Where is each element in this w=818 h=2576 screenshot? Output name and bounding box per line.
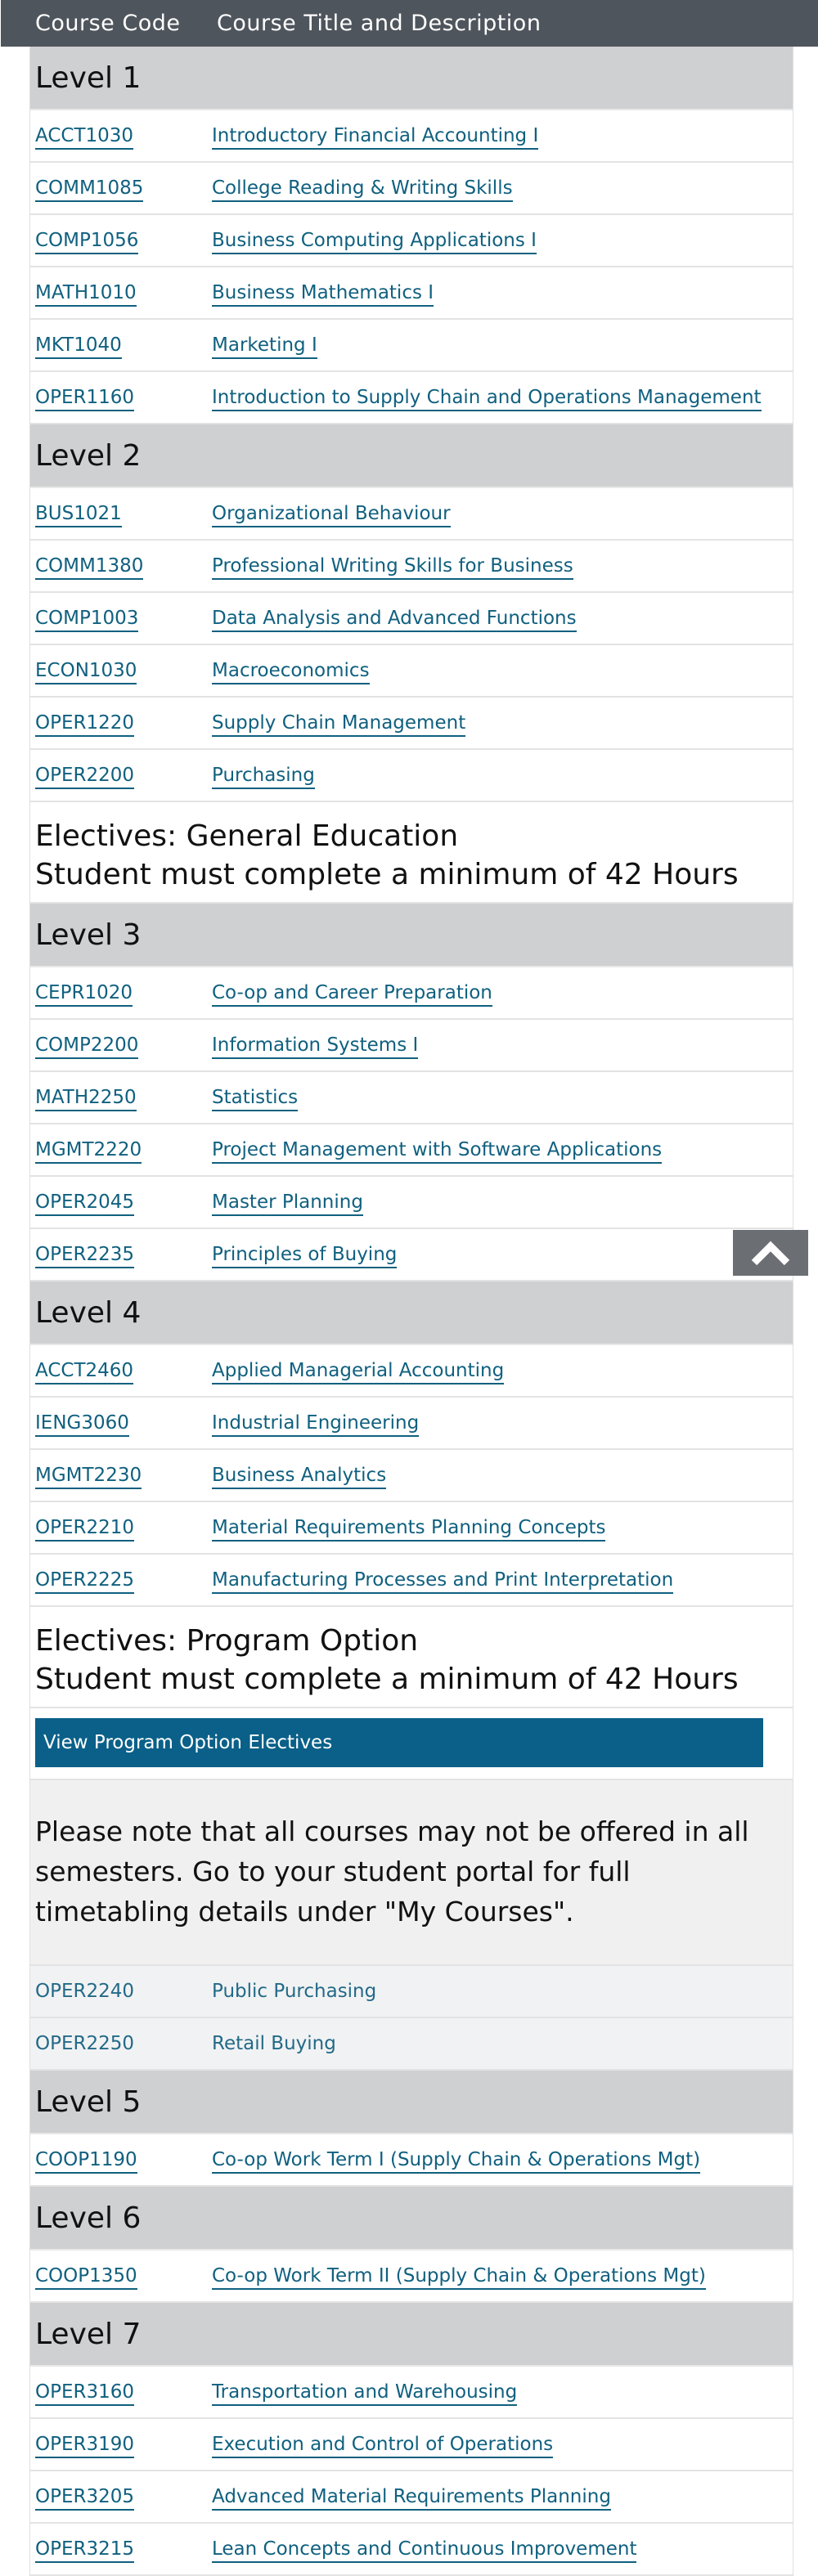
course-code-cell bbox=[30, 712, 212, 734]
course-title-link[interactable]: Lean Concepts and Continuous Improvement bbox=[212, 2538, 636, 2563]
course-code-link[interactable]: COMP1003 bbox=[35, 608, 138, 632]
table-row bbox=[30, 1450, 793, 1502]
course-code-cell bbox=[30, 1465, 212, 1486]
table-row bbox=[30, 215, 793, 267]
course-title-link[interactable]: Manufacturing Processes and Print Interpretation bbox=[212, 1569, 673, 1594]
electives-heading bbox=[30, 1607, 793, 1708]
course-title-cell bbox=[212, 982, 793, 1003]
course-title-cell bbox=[212, 2381, 793, 2403]
course-title-cell bbox=[212, 1139, 793, 1160]
course-title-cell bbox=[212, 1569, 793, 1591]
view-program-option-electives-button[interactable]: View Program Option Electives bbox=[35, 1718, 763, 1767]
course-title-cell bbox=[212, 503, 793, 524]
course-title-cell bbox=[212, 2434, 793, 2455]
course-title-link[interactable]: Co-op Work Term I (Supply Chain & Operations Mgt) bbox=[212, 2149, 700, 2174]
course-code-cell bbox=[30, 765, 212, 786]
level-heading: Level 2 bbox=[30, 424, 793, 488]
course-code-cell bbox=[30, 2434, 212, 2455]
table-row bbox=[30, 1966, 793, 2018]
column-header-title: Course Title and Description bbox=[217, 11, 542, 36]
course-title-link[interactable]: Co-op and Career Preparation bbox=[212, 982, 492, 1007]
course-code-link[interactable]: COOP1190 bbox=[35, 2149, 137, 2174]
course-code-link[interactable]: MATH2250 bbox=[35, 1087, 137, 1111]
course-code-link[interactable]: OPER1220 bbox=[35, 712, 134, 737]
course-title-link[interactable]: College Reading & Writing Skills bbox=[212, 177, 513, 202]
level-heading: Level 5 bbox=[30, 2071, 793, 2134]
course-title-link[interactable]: Business Analytics bbox=[212, 1465, 386, 1489]
course-title-cell bbox=[212, 765, 793, 786]
course-code-cell bbox=[30, 982, 212, 1003]
course-title-cell bbox=[212, 1244, 793, 1265]
course-title-cell bbox=[212, 608, 793, 629]
course-title-cell bbox=[212, 1360, 793, 1381]
table-row bbox=[30, 2524, 793, 2576]
course-code-cell bbox=[30, 1139, 212, 1160]
course-title-link[interactable]: Industrial Engineering bbox=[212, 1412, 419, 1437]
course-title-cell bbox=[212, 125, 793, 146]
course-code-cell bbox=[30, 2265, 212, 2287]
electives-title: Electives: General Education bbox=[35, 819, 459, 853]
course-code-cell bbox=[30, 282, 212, 303]
table-body bbox=[30, 47, 793, 2576]
course-code-link[interactable]: MKT1040 bbox=[35, 334, 122, 359]
course-title-cell bbox=[212, 177, 793, 199]
course-title-cell bbox=[212, 2265, 793, 2287]
column-header-code: Course Code bbox=[35, 11, 181, 36]
course-code-cell bbox=[30, 2149, 212, 2170]
table-row bbox=[30, 1229, 793, 1281]
course-code-link[interactable]: OPER3205 bbox=[35, 2486, 134, 2511]
course-title-cell bbox=[212, 282, 793, 303]
electives-button-row bbox=[30, 1708, 793, 1780]
table-row bbox=[30, 2134, 793, 2187]
course-title-cell bbox=[212, 387, 793, 408]
table-row bbox=[30, 110, 793, 163]
course-title-link[interactable]: Retail Buying bbox=[212, 2033, 336, 2054]
course-code-link[interactable]: OPER2210 bbox=[35, 1517, 134, 1542]
course-title-link[interactable]: Business Computing Applications I bbox=[212, 230, 537, 254]
table-row bbox=[30, 967, 793, 1020]
table-row bbox=[30, 163, 793, 215]
course-code-link[interactable]: MATH1010 bbox=[35, 282, 137, 307]
electives-requirement: Student must complete a minimum of 42 Hours bbox=[35, 1663, 739, 1696]
course-title-link[interactable]: Introductory Financial Accounting I bbox=[212, 125, 538, 150]
table-row bbox=[30, 593, 793, 645]
table-row bbox=[30, 2471, 793, 2524]
electives-title: Electives: Program Option bbox=[35, 1624, 419, 1658]
course-code-cell bbox=[30, 334, 212, 356]
course-title-link[interactable]: Purchasing bbox=[212, 765, 315, 789]
course-code-link[interactable]: ACCT1030 bbox=[35, 125, 133, 150]
course-code-cell bbox=[30, 177, 212, 199]
course-title-link[interactable]: Data Analysis and Advanced Functions bbox=[212, 608, 577, 632]
course-title-cell bbox=[212, 555, 793, 577]
table-row bbox=[30, 1345, 793, 1398]
course-code-link[interactable]: OPER3160 bbox=[35, 2381, 134, 2406]
course-code-cell bbox=[30, 1244, 212, 1265]
course-title-cell bbox=[212, 1981, 793, 2002]
course-code-link[interactable]: BUS1021 bbox=[35, 503, 122, 527]
course-title-link[interactable]: Statistics bbox=[212, 1087, 298, 1111]
course-table bbox=[29, 0, 793, 2576]
course-code-link[interactable]: OPER2240 bbox=[35, 1981, 135, 2002]
course-code-cell bbox=[30, 387, 212, 408]
course-code-link[interactable]: OPER2225 bbox=[35, 1569, 134, 1594]
course-code-link[interactable]: OPER2200 bbox=[35, 765, 134, 789]
chevron-up-icon bbox=[749, 1240, 792, 1266]
course-code-link[interactable]: MGMT2220 bbox=[35, 1139, 142, 1164]
table-row bbox=[30, 541, 793, 593]
course-title-link[interactable]: Material Requirements Planning Concepts bbox=[212, 1517, 605, 1542]
course-code-cell bbox=[30, 2486, 212, 2507]
course-code-link[interactable]: COMP2200 bbox=[35, 1034, 138, 1059]
level-heading: Level 6 bbox=[30, 2187, 793, 2251]
course-code-link[interactable]: COMM1380 bbox=[35, 555, 143, 580]
table-row bbox=[30, 2367, 793, 2419]
table-row bbox=[30, 2018, 793, 2071]
course-code-link[interactable]: COMM1085 bbox=[35, 177, 143, 202]
course-title-link[interactable]: Advanced Material Requirements Planning bbox=[212, 2486, 611, 2511]
course-title-link[interactable]: Applied Managerial Accounting bbox=[212, 1360, 504, 1384]
course-code-cell bbox=[30, 1360, 212, 1381]
course-code-link[interactable]: OPER2250 bbox=[35, 2033, 135, 2054]
table-row bbox=[30, 372, 793, 424]
course-code-link[interactable]: OPER2045 bbox=[35, 1192, 134, 1216]
course-title-link[interactable]: Master Planning bbox=[212, 1192, 363, 1216]
course-code-cell bbox=[30, 1517, 212, 1538]
table-header bbox=[1, 0, 818, 47]
level-heading: Level 4 bbox=[30, 1281, 793, 1345]
course-title-cell bbox=[212, 712, 793, 734]
table-row bbox=[30, 1502, 793, 1555]
course-title-link[interactable]: Transportation and Warehousing bbox=[212, 2381, 517, 2406]
course-title-cell bbox=[212, 660, 793, 681]
course-code-link[interactable]: ACCT2460 bbox=[35, 1360, 133, 1384]
course-title-cell bbox=[212, 2149, 793, 2170]
course-title-link[interactable]: Public Purchasing bbox=[212, 1981, 377, 2002]
course-title-cell bbox=[212, 1465, 793, 1486]
course-availability-note: Please note that all courses may not be offered in all semesters. Go to your student portal for full timetabling details under "My Courses". bbox=[30, 1780, 793, 1966]
level-heading: Level 7 bbox=[30, 2303, 793, 2367]
course-code-link[interactable]: OPER1160 bbox=[35, 387, 134, 411]
course-code-cell bbox=[30, 2381, 212, 2403]
course-code-cell bbox=[30, 608, 212, 629]
course-code-link[interactable]: CEPR1020 bbox=[35, 982, 133, 1007]
course-title-link[interactable]: Project Management with Software Applications bbox=[212, 1139, 662, 1164]
table-row bbox=[30, 750, 793, 802]
table-row bbox=[30, 1555, 793, 1607]
course-code-link[interactable]: COMP1056 bbox=[35, 230, 138, 254]
table-row bbox=[30, 267, 793, 320]
course-title-link[interactable]: Co-op Work Term II (Supply Chain & Operations Mgt) bbox=[212, 2265, 706, 2290]
course-code-cell bbox=[30, 1034, 212, 1056]
course-code-cell bbox=[30, 230, 212, 251]
electives-heading bbox=[30, 802, 793, 904]
course-title-cell bbox=[212, 1412, 793, 1434]
course-code-link[interactable]: MGMT2230 bbox=[35, 1465, 142, 1489]
course-code-cell bbox=[30, 503, 212, 524]
course-code-cell bbox=[30, 1192, 212, 1213]
course-title-link[interactable]: Supply Chain Management bbox=[212, 712, 465, 737]
course-title-cell bbox=[212, 2033, 793, 2054]
course-title-cell bbox=[212, 2486, 793, 2507]
course-code-cell bbox=[30, 1412, 212, 1434]
course-title-cell bbox=[212, 230, 793, 251]
table-row bbox=[30, 2251, 793, 2303]
course-code-cell bbox=[30, 660, 212, 681]
course-code-link[interactable]: OPER3215 bbox=[35, 2538, 134, 2563]
table-row bbox=[30, 1124, 793, 1177]
course-title-link[interactable]: Organizational Behaviour bbox=[212, 503, 451, 527]
course-title-link[interactable]: Introduction to Supply Chain and Operations Management bbox=[212, 387, 762, 411]
course-code-link[interactable]: ECON1030 bbox=[35, 660, 137, 684]
course-code-link[interactable]: OPER2235 bbox=[35, 1244, 134, 1268]
table-row bbox=[30, 320, 793, 372]
level-heading: Level 1 bbox=[30, 47, 793, 110]
course-title-link[interactable]: Macroeconomics bbox=[212, 660, 370, 684]
table-row bbox=[30, 645, 793, 698]
course-code-cell bbox=[30, 1087, 212, 1108]
table-row bbox=[30, 2419, 793, 2471]
course-code-cell bbox=[30, 555, 212, 577]
electives-requirement: Student must complete a minimum of 42 Hours bbox=[35, 858, 739, 891]
table-row bbox=[30, 1072, 793, 1124]
course-title-link[interactable]: Business Mathematics I bbox=[212, 282, 434, 307]
course-code-link[interactable]: OPER3190 bbox=[35, 2434, 134, 2458]
scroll-to-top-button[interactable] bbox=[733, 1230, 808, 1276]
course-code-link[interactable]: COOP1350 bbox=[35, 2265, 137, 2290]
course-title-cell bbox=[212, 2538, 793, 2560]
course-title-link[interactable]: Information Systems I bbox=[212, 1034, 418, 1059]
course-code-cell bbox=[30, 2033, 212, 2054]
course-code-cell bbox=[30, 125, 212, 146]
table-row bbox=[30, 1398, 793, 1450]
course-title-cell bbox=[212, 1517, 793, 1538]
course-code-link[interactable]: IENG3060 bbox=[35, 1412, 129, 1437]
course-title-link[interactable]: Execution and Control of Operations bbox=[212, 2434, 553, 2458]
course-title-cell bbox=[212, 1192, 793, 1213]
course-title-cell bbox=[212, 334, 793, 356]
course-title-cell bbox=[212, 1034, 793, 1056]
course-code-cell bbox=[30, 2538, 212, 2560]
course-code-cell bbox=[30, 1569, 212, 1591]
course-title-link[interactable]: Principles of Buying bbox=[212, 1244, 397, 1268]
table-row bbox=[30, 1177, 793, 1229]
course-code-cell bbox=[30, 1981, 212, 2002]
table-row bbox=[30, 1020, 793, 1072]
course-title-link[interactable]: Professional Writing Skills for Business bbox=[212, 555, 573, 580]
course-title-cell bbox=[212, 1087, 793, 1108]
level-heading: Level 3 bbox=[30, 904, 793, 967]
table-row bbox=[30, 698, 793, 750]
table-row bbox=[30, 488, 793, 541]
course-title-link[interactable]: Marketing I bbox=[212, 334, 317, 359]
